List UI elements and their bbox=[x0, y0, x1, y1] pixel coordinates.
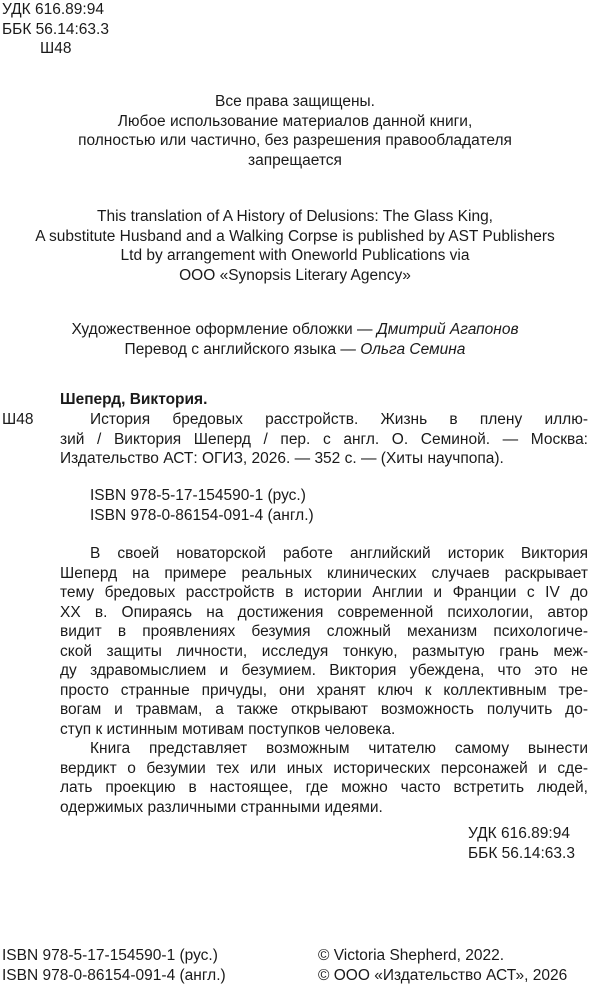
rights-line: полностью или частично, без разрешения правообладателя bbox=[78, 132, 512, 149]
top-classification-codes bbox=[2, 0, 109, 59]
rights-notice bbox=[0, 92, 590, 170]
catalog-description-line: зий / Виктория Шеперд / пер. с англ. О. Семиной. — Москва: bbox=[60, 430, 588, 448]
translation-line: Ltd by arrangement with Oneworld Publications via bbox=[120, 247, 470, 264]
translation-credit bbox=[0, 340, 590, 360]
annotation bbox=[60, 544, 588, 817]
credits bbox=[0, 320, 590, 359]
author-mark: Ш48 bbox=[40, 40, 72, 57]
bottom-classification-codes bbox=[468, 824, 575, 863]
catalog-description-line: История бредовых расстройств. Жизнь в плену иллю- bbox=[90, 411, 588, 428]
rights-line: Любое использование материалов данной книги, bbox=[117, 112, 473, 130]
udk-code: УДК 616.89:94 bbox=[2, 1, 104, 18]
isbn-eng: ISBN 978-0-86154-091-4 (англ.) bbox=[90, 506, 314, 524]
translation-notice bbox=[0, 207, 590, 285]
bbk-code: ББК 56.14:63.3 bbox=[2, 20, 109, 38]
cover-credit-label: Художественное оформление обложки — bbox=[71, 321, 377, 338]
catalog-author-heading: Шеперд, Виктория. bbox=[60, 391, 208, 408]
catalog-description bbox=[60, 410, 588, 469]
annotation-line: одержимых различными странными идеями. bbox=[60, 798, 383, 816]
catalog-description-line: Издательство АСТ: ОГИЗ, 2026. — 352 с. — (Хиты научпопа). bbox=[60, 450, 504, 467]
translation-line: A substitute Husband and a Walking Corpse is published by AST Publishers bbox=[35, 227, 555, 245]
bbk-code: ББК 56.14:63.3 bbox=[468, 844, 575, 862]
annotation-line: вердикт о безумии тех или иных исторических персонажей и сде- bbox=[60, 759, 588, 777]
rights-line: запрещается bbox=[248, 151, 342, 169]
cover-credit bbox=[0, 320, 590, 340]
annotation-line: Шеперд на примере реальных клинических случаев раскрывает bbox=[60, 564, 588, 582]
annotation-line: В своей новаторской работе английский историк Виктория bbox=[90, 545, 588, 562]
catalog-author-mark: Ш48 bbox=[2, 411, 34, 428]
catalog-isbn-block bbox=[90, 486, 314, 525]
translation-credit-label: Перевод с английского языка — bbox=[124, 340, 361, 358]
copyright-author: © Victoria Shepherd, 2022. bbox=[318, 947, 505, 964]
isbn-rus: ISBN 978-5-17-154590-1 (рус.) bbox=[90, 487, 306, 504]
annotation-line: видит в проявлениях безумия сложный механизм психологиче- bbox=[60, 623, 588, 640]
annotation-line: тему бредовых расстройств в истории Англии и Франции с IV до bbox=[60, 584, 588, 601]
annotation-line: ступ к истинным мотивам поступков человека. bbox=[60, 720, 396, 738]
footer-isbn-eng: ISBN 978-0-86154-091-4 (англ.) bbox=[2, 966, 226, 984]
footer-copyright-block bbox=[318, 946, 567, 985]
translation-credit-name: Ольга Семина bbox=[360, 340, 466, 358]
annotation-line: XX в. Опираясь на достижения современной психологии, автор bbox=[60, 603, 588, 621]
udk-code: УДК 616.89:94 bbox=[468, 825, 570, 842]
annotation-line: Книга представляет возможным читателю самому вынести bbox=[90, 740, 588, 757]
translation-line: OOO «Synopsis Literary Agency» bbox=[179, 266, 411, 284]
annotation-line: ской защиты личности, исследуя тонкую, размытую грань меж- bbox=[60, 642, 588, 660]
rights-line: Все права защищены. bbox=[215, 93, 375, 110]
translation-line: This translation of A History of Delusions: The Glass King, bbox=[96, 208, 493, 225]
annotation-line: лать проекцию в настоящее, где можно часто встретить людей, bbox=[60, 779, 588, 796]
footer-isbn-rus: ISBN 978-5-17-154590-1 (рус.) bbox=[2, 947, 218, 964]
annotation-line: вогам и травмам, а также открывают возможность получить до- bbox=[60, 701, 588, 718]
annotation-line: просто странные причуды, они хранят ключ к коллективным тре- bbox=[60, 681, 588, 699]
annotation-line: ду здравомыслием и безумием. Виктория убеждена, что это не bbox=[60, 662, 588, 679]
cover-credit-name: Дмитрий Агапонов bbox=[376, 321, 519, 338]
copyright-publisher: © ООО «Издательство АСТ», 2026 bbox=[318, 966, 568, 984]
footer-isbn-block bbox=[2, 946, 226, 985]
